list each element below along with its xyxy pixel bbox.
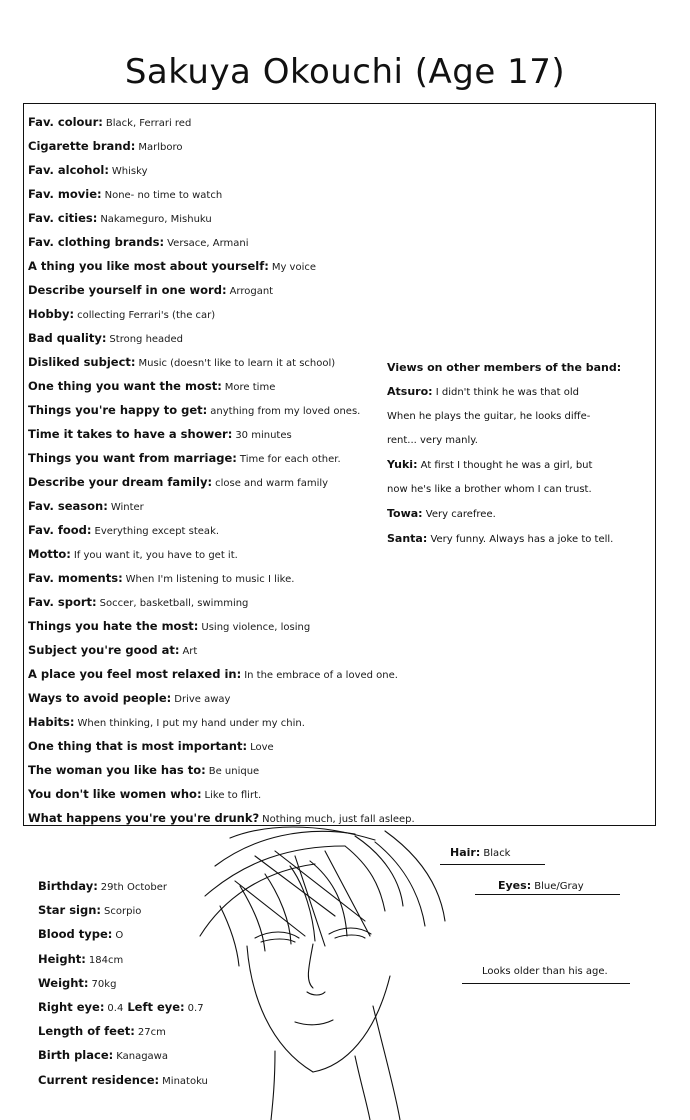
stat-value: 27cm bbox=[137, 1027, 166, 1039]
profile-label: The woman you like has to: bbox=[28, 763, 206, 777]
profile-row bbox=[28, 566, 408, 590]
band-member-label: Towa: bbox=[387, 507, 423, 520]
band-member-label: Yuki: bbox=[387, 458, 418, 471]
profile-value: Time for each other. bbox=[239, 454, 341, 465]
eyes-annotation-line bbox=[475, 894, 620, 895]
profile-row bbox=[28, 110, 408, 134]
band-view-line bbox=[387, 502, 647, 527]
profile-row bbox=[28, 470, 408, 494]
profile-value: close and warm family bbox=[215, 478, 329, 489]
profile-value: anything from my loved ones. bbox=[210, 406, 361, 417]
band-view-line bbox=[387, 380, 647, 405]
band-view-text: At first I thought he was a girl, but bbox=[420, 460, 593, 471]
profile-row bbox=[28, 158, 408, 182]
stat-label: Star sign: bbox=[38, 903, 102, 918]
profile-value: Music (doesn't like to learn it at school) bbox=[138, 358, 336, 369]
profile-row bbox=[28, 350, 408, 374]
stat-label: Right eye: bbox=[38, 999, 105, 1014]
band-views-lines bbox=[387, 380, 647, 552]
profile-row bbox=[28, 758, 408, 782]
profile-row bbox=[28, 446, 408, 470]
stat-value: 0.4 bbox=[107, 1002, 124, 1014]
profile-value: None- no time to watch bbox=[104, 190, 223, 201]
band-view-text: Very funny. Always has a joke to tell. bbox=[430, 534, 614, 545]
profile-label: Describe your dream family: bbox=[28, 475, 213, 489]
stat-label: Current residence: bbox=[38, 1072, 160, 1087]
profile-value: Like to flirt. bbox=[204, 790, 262, 801]
profile-value: My voice bbox=[271, 262, 317, 273]
profile-value: Everything except steak. bbox=[94, 526, 220, 537]
profile-label: Fav. alcohol: bbox=[28, 163, 109, 177]
profile-value: Be unique bbox=[208, 766, 260, 777]
page-title: Sakuya Okouchi (Age 17) bbox=[124, 52, 566, 92]
stat-value: Minatoku bbox=[162, 1075, 208, 1087]
profile-label: A place you feel most relaxed in: bbox=[28, 667, 242, 681]
profile-label: Things you hate the most: bbox=[28, 619, 199, 633]
profile-label: Fav. season: bbox=[28, 499, 108, 513]
band-view-text: When he plays the guitar, he looks diffe- bbox=[387, 411, 591, 422]
profile-row bbox=[28, 134, 408, 158]
stat-label: Birth place: bbox=[38, 1048, 114, 1063]
profile-value: Drive away bbox=[174, 694, 231, 705]
eyes-value: Blue/Gray bbox=[534, 881, 584, 892]
band-view-text: I didn't think he was that old bbox=[435, 387, 579, 398]
profile-value: Love bbox=[250, 742, 274, 753]
hair-value: Black bbox=[483, 848, 511, 859]
profile-value: Nakameguro, Mishuku bbox=[100, 214, 212, 225]
band-view-line bbox=[387, 527, 647, 552]
profile-value: Black, Ferrari red bbox=[105, 118, 192, 129]
profile-row bbox=[28, 518, 408, 542]
profile-value: When I'm listening to music I like. bbox=[125, 574, 295, 585]
band-view-text: rent... very manly. bbox=[387, 435, 478, 446]
profile-value: Arrogant bbox=[229, 286, 274, 297]
profile-label: One thing you want the most: bbox=[28, 379, 222, 393]
band-view-text: Very carefree. bbox=[425, 509, 496, 520]
profile-row bbox=[28, 422, 408, 446]
looks-annotation-line bbox=[462, 983, 630, 984]
profile-row bbox=[28, 614, 408, 638]
profile-row bbox=[28, 542, 408, 566]
profile-row bbox=[28, 734, 408, 758]
stat-label: Blood type: bbox=[38, 927, 113, 942]
stat-value: 29th October bbox=[100, 882, 167, 893]
profile-label: Time it takes to have a shower: bbox=[28, 427, 233, 441]
stat-label-2: Left eye: bbox=[127, 999, 185, 1014]
profile-row bbox=[28, 398, 408, 422]
stat-value-2: 0.7 bbox=[187, 1002, 204, 1014]
profile-value: Winter bbox=[110, 502, 144, 513]
band-view-line bbox=[387, 478, 647, 502]
stat-label: Weight: bbox=[38, 975, 89, 990]
eyes-label: Eyes: bbox=[498, 879, 532, 892]
hair-label: Hair: bbox=[450, 846, 481, 859]
band-view-line bbox=[387, 429, 647, 453]
profile-label: Cigarette brand: bbox=[28, 139, 136, 153]
profile-label: Fav. clothing brands: bbox=[28, 235, 165, 249]
profile-label: Things you're happy to get: bbox=[28, 403, 208, 417]
band-member-label: Santa: bbox=[387, 532, 428, 545]
profile-label: You don't like women who: bbox=[28, 787, 202, 801]
profile-row bbox=[28, 590, 408, 614]
eyes-annotation bbox=[498, 879, 584, 892]
profile-value: Nothing much, just fall asleep. bbox=[262, 814, 415, 825]
profile-value: Soccer, basketball, swimming bbox=[99, 598, 249, 609]
profile-row bbox=[28, 254, 408, 278]
profile-value: Art bbox=[182, 646, 198, 657]
stat-value: Kanagawa bbox=[116, 1051, 168, 1063]
profile-label: Motto: bbox=[28, 547, 71, 561]
profile-value: Versace, Armani bbox=[167, 238, 249, 249]
profile-value: Marlboro bbox=[138, 142, 183, 153]
profile-label: Hobby: bbox=[28, 307, 75, 321]
profile-label: Describe yourself in one word: bbox=[28, 283, 227, 297]
stat-value: 70kg bbox=[91, 978, 117, 990]
band-view-text: now he's like a brother whom I can trust. bbox=[387, 484, 592, 495]
profile-row bbox=[28, 782, 408, 806]
profile-label: Fav. food: bbox=[28, 523, 92, 537]
looks-value: Looks older than his age. bbox=[482, 966, 608, 977]
hair-annotation-line bbox=[440, 864, 545, 865]
profile-label: A thing you like most about yourself: bbox=[28, 259, 269, 273]
stat-label: Length of feet: bbox=[38, 1024, 135, 1039]
profile-label: Habits: bbox=[28, 715, 75, 729]
profile-value: More time bbox=[224, 382, 276, 393]
profile-label: Fav. cities: bbox=[28, 211, 98, 225]
profile-box bbox=[23, 103, 656, 826]
stat-value: O bbox=[115, 930, 124, 942]
profile-row bbox=[28, 638, 408, 662]
band-member-label: Atsuro: bbox=[387, 385, 433, 398]
profile-value: When thinking, I put my hand under my chin. bbox=[77, 718, 305, 729]
profile-row bbox=[28, 206, 408, 230]
profile-value: 30 minutes bbox=[235, 430, 292, 441]
profile-label: Fav. movie: bbox=[28, 187, 102, 201]
profile-row bbox=[28, 302, 408, 326]
profile-label: Disliked subject: bbox=[28, 355, 136, 369]
profile-value: Whisky bbox=[111, 166, 148, 177]
profile-label: Things you want from marriage: bbox=[28, 451, 237, 465]
stat-value: 184cm bbox=[88, 954, 124, 966]
profile-row bbox=[28, 686, 408, 710]
stat-value: Scorpio bbox=[104, 906, 142, 918]
profile-row bbox=[28, 374, 408, 398]
profile-label: Fav. moments: bbox=[28, 571, 123, 585]
profile-row bbox=[28, 182, 408, 206]
profile-label: What happens you're you're drunk? bbox=[28, 811, 260, 825]
band-view-line bbox=[387, 405, 647, 429]
profile-row bbox=[28, 230, 408, 254]
profile-label: Fav. sport: bbox=[28, 595, 97, 609]
profile-label: Bad quality: bbox=[28, 331, 107, 345]
hair-annotation bbox=[450, 846, 510, 859]
profile-label: Ways to avoid people: bbox=[28, 691, 172, 705]
profile-row bbox=[28, 662, 408, 686]
profile-row bbox=[28, 326, 408, 350]
profile-row bbox=[28, 278, 408, 302]
profile-value: Strong headed bbox=[109, 334, 184, 345]
band-view-line bbox=[387, 453, 647, 478]
profile-value: If you want it, you have to get it. bbox=[73, 550, 238, 561]
profile-label: One thing that is most important: bbox=[28, 739, 248, 753]
band-views-heading: Views on other members of the band: bbox=[387, 361, 622, 374]
profile-row bbox=[28, 494, 408, 518]
profile-label: Subject you're good at: bbox=[28, 643, 180, 657]
profile-label: Fav. colour: bbox=[28, 115, 103, 129]
stat-label: Height: bbox=[38, 951, 86, 966]
profile-value: In the embrace of a loved one. bbox=[244, 670, 398, 681]
stat-label: Birthday: bbox=[38, 879, 98, 893]
profile-value: collecting Ferrari's (the car) bbox=[77, 310, 216, 321]
band-views bbox=[387, 356, 647, 552]
profile-value: Using violence, losing bbox=[201, 622, 311, 633]
profile-row bbox=[28, 710, 408, 734]
looks-annotation bbox=[482, 966, 608, 977]
